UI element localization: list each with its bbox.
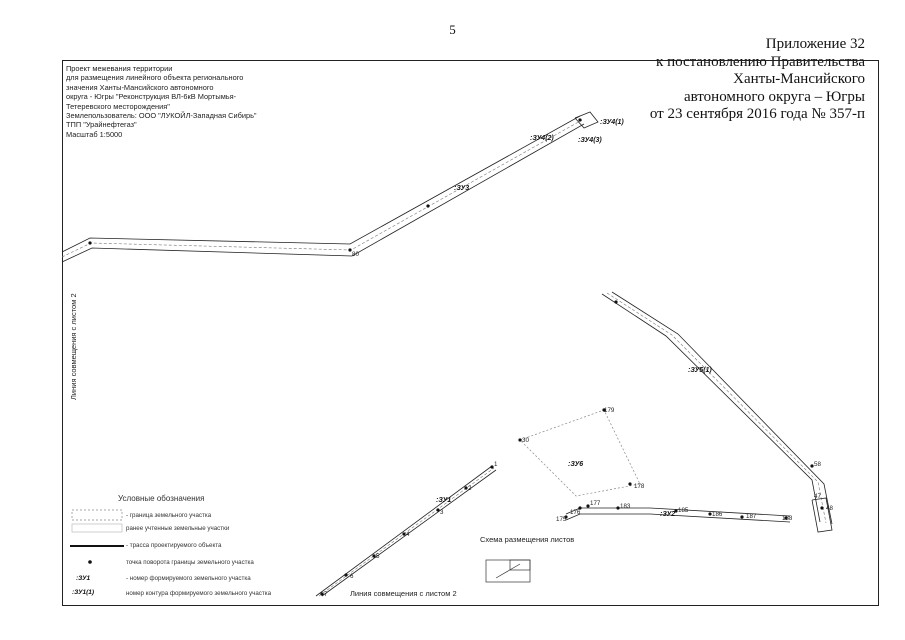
point-label: 2 xyxy=(468,485,472,492)
appendix-line: автономного округа – Югры xyxy=(683,88,865,105)
point-label: 3 xyxy=(440,509,444,516)
legend-item-label: ранее учтенные земельные участки xyxy=(126,525,230,532)
sheet-scheme-inset xyxy=(486,560,530,582)
point-label: 1 xyxy=(494,461,498,468)
point-label: 183 xyxy=(620,503,631,510)
point-label: 47 xyxy=(814,493,821,500)
legend-item xyxy=(68,588,298,600)
parcel-label: :ЗУ4(3) xyxy=(578,137,602,144)
parcel-label: :ЗУ5(1) xyxy=(688,367,712,374)
alignment-line-label: Линия совмещения с листом 2 xyxy=(350,589,457,598)
point-label: 175 xyxy=(556,516,567,523)
legend-item-label: точка поворота границы земельного участка xyxy=(126,559,254,566)
point-label: 187 xyxy=(746,513,757,520)
page-number: 5 xyxy=(449,22,456,37)
title-line: для размещения линейного объекта регионального xyxy=(66,73,244,83)
title-line: значения Ханты-Мансийского автономного xyxy=(66,82,214,92)
point-label: 30 xyxy=(522,437,529,444)
parcel-label: :ЗУ3 xyxy=(454,185,470,192)
parcel-label: :ЗУ4(2) xyxy=(530,135,554,142)
legend-item xyxy=(68,523,298,535)
legend-title: Условные обозначения xyxy=(118,494,205,503)
point-label: 80 xyxy=(352,251,359,258)
parcel-label: :ЗУ2 xyxy=(660,511,676,518)
sheet-scheme-label: Схема размещения листов xyxy=(480,535,575,544)
point-label: 188 xyxy=(782,515,793,522)
title-line: Землепользователь: ООО "ЛУКОЙЛ-Западная Сибирь" xyxy=(66,111,257,121)
appendix-line: Ханты-Мансийского xyxy=(733,71,865,87)
point-label: 4 xyxy=(406,531,410,538)
title-line: ТПП "Урайнефтегаз" xyxy=(66,120,137,130)
legend-zu-contour-symbol: :ЗУ1(1) xyxy=(72,589,95,596)
legend-zu-symbol: :ЗУ1 xyxy=(76,575,91,582)
point-label: 185 xyxy=(678,507,689,514)
point-label: 179 xyxy=(604,407,615,414)
legend-item xyxy=(68,540,298,552)
appendix-line: Приложение 32 xyxy=(765,36,865,52)
point-label: 178 xyxy=(634,483,645,490)
legend-item xyxy=(68,573,298,585)
legend-item-label: - граница земельного участка xyxy=(126,512,212,519)
point-label: 6 xyxy=(350,573,354,580)
point-label: 48 xyxy=(826,505,833,512)
title-line: Тетеревского месторождения" xyxy=(66,101,170,111)
title-line: Проект межевания территории xyxy=(66,64,173,73)
point-label: 176 xyxy=(570,509,581,516)
parcel-label: :ЗУ4(1) xyxy=(600,119,624,126)
title-line: Масштаб 1:5000 xyxy=(66,129,123,139)
alignment-line-label: Линия совмещения с листом 2 xyxy=(69,293,78,400)
parcel-label: :ЗУ6 xyxy=(568,461,584,468)
legend-item-label: номер контура формируемого земельного участка xyxy=(126,590,272,597)
corridor-east xyxy=(602,292,832,532)
parcel-label: :ЗУ1 xyxy=(436,497,452,504)
point-label: 177 xyxy=(590,500,601,507)
point-label: 7 xyxy=(324,591,328,598)
appendix-line: к постановлению Правительства xyxy=(656,53,865,70)
corridor-north xyxy=(62,112,598,262)
legend-item xyxy=(68,557,298,569)
legend-item xyxy=(68,510,298,522)
legend-item-label: - трасса проектируемого объекта xyxy=(126,542,222,549)
title-line: округа - Югры "Реконструкция ВЛ-6кВ Мортымья- xyxy=(66,92,237,102)
point-label: 186 xyxy=(712,511,723,518)
parcel-zu6 xyxy=(520,410,640,496)
appendix-line: от 23 сентября 2016 года № 357-п xyxy=(649,106,865,122)
legend-item-label: - номер формируемого земельного участка xyxy=(126,575,251,582)
point-label: 58 xyxy=(814,461,821,468)
point-label: 5 xyxy=(376,553,380,560)
